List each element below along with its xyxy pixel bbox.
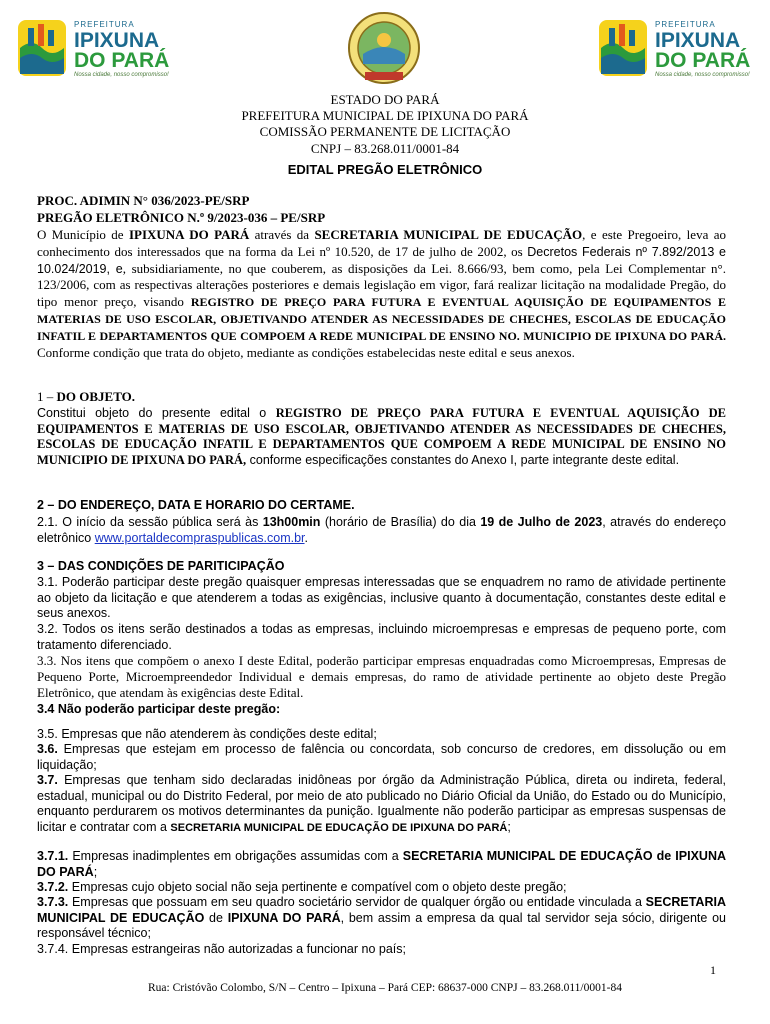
logo-ipixuna-text: IPIXUNA xyxy=(655,29,741,52)
clause-3-7: 3.7. Empresas que tenham sido declaradas inidôneas por órgão da Administração Pública, direta ou indireta, federal, estadual, municipal ou do Distrito Federal, por meio de ato publicado no Diário Oficial da União, do Estado ou do Município, enquanto perdurarem os motivos determinantes da punição. Igualmente não poderão participar as empresas suspensas de licitar e contratar com a SECRETARIA MUNICIPAL DE EDUCAÇÃO DE IPIXUNA DO PARÁ; xyxy=(37,773,726,834)
pregao-number: PREGÃO ELETRÔNICO N.º 9/2023-036 – PE/SRP xyxy=(37,210,326,225)
logo-dopara-text: DO PARÁ xyxy=(655,49,751,72)
page-footer: Rua: Cristóvão Colombo, S/N – Centro – Ipixuna – Pará CEP: 68637-000 CNPJ – 83.268.011/0001-84 xyxy=(148,982,622,994)
logo-dopara-text: DO PARÁ xyxy=(74,49,170,72)
portal-link[interactable]: www.portaldecompraspublicas.com.br xyxy=(94,530,305,545)
header-prefeitura: PREFEITURA MUNICIPAL DE IPIXUNA DO PARÁ xyxy=(241,108,529,123)
logo-ipixuna-text: IPIXUNA xyxy=(74,29,160,52)
proc-number: PROC. ADIMIN N° 036/2023-PE/SRP xyxy=(37,193,250,208)
logo-prefeitura-text: PREFEITURA xyxy=(74,20,135,29)
logo-prefeitura-text: PREFEITURA xyxy=(655,20,716,29)
clause-3-1: 3.1. Poderão participar deste pregão quaisquer empresas interessadas que se enquadrem no ramo de atividade pertinente ao objeto da licitação e que atenderem a todas as exigências, inclusive quanto à documentação, constantes deste edital e seus anexos. xyxy=(37,575,726,620)
section-3-heading: 3 – DAS CONDIÇÕES DE PARITICIPAÇÃO xyxy=(37,559,285,573)
section-1-heading: 1 – DO OBJETO. xyxy=(37,389,136,404)
logo-tagline: Nossa cidade, nosso compromisso! xyxy=(655,72,750,78)
header-state: ESTADO DO PARÁ xyxy=(330,92,440,107)
clause-3-7-2: 3.7.2. Empresas cujo objeto social não seja pertinente e compatível com o objeto deste pregão; xyxy=(37,880,567,894)
section-2-paragraph: 2.1. O início da sessão pública será às 13h00min (horário de Brasília) do dia 19 de Julho de 2023, através do endereço eletrônico www.portaldecompraspublicas.com.br. xyxy=(37,515,726,545)
clause-3-2: 3.2. Todos os itens serão destinados a todas as empresas, incluindo microempresas e empresas de pequeno porte, com tratamento diferenciado. xyxy=(37,622,726,652)
municipal-seal-icon xyxy=(345,10,423,88)
logo-tagline: Nossa cidade, nosso compromisso! xyxy=(74,72,169,78)
intro-paragraph: O Município de IPIXUNA DO PARÁ através da SECRETARIA MUNICIPAL DE EDUCAÇÃO, e este Pregoeiro, leva ao conhecimento dos interessados que na forma da Lei nº 10.520, de 17 de julho de 2002, os Decretos Federais nº 7.892/2013 e 10.024/2019, e, subsidiariamente, no que couberem, as disposições da Lei. 8.666/93, bem como, pela Lei Complementar n°. 123/2006, com as respectivas alterações posteriores e demais legislação em vigor, fará realizar licitação na modalidade Pregão, do tipo menor preço, visando REGISTRO DE PREÇO PARA FUTURA E EVENTUAL AQUISIÇÃO DE EQUIPAMENTOS E MATERIAS DE USO ESCOLAR, OBJETIVANDO ATENDER AS NECESSIDADES DE CHECHES, ESCOLAS DE EDUCAÇÃO INFATIL E DEPARTAMENTOS QUE COMPOEM A REDE MUNICIPAL DE ENSINO NO. MUNICIPIO DE IPIXUNA DO PARÁ. Conforme condição que trata do objeto, mediante as condições estabelecidas neste edital e seus anexos. xyxy=(37,227,727,360)
section-1-paragraph: Constitui objeto do presente edital o REGISTRO DE PREÇO PARA FUTURA E EVENTUAL AQUISIÇÃO DE EQUIPAMENTOS E MATERIAS DE USO ESCOLAR, OBJETIVANDO ATENDER AS NECESSIDADES DE CHECHES, ESCOLAS DE EDUCAÇÃO INFATIL E DEPARTAMENTOS QUE COMPOEM A REDE MUNICIPAL DE ENSINO NO MUNICIPIO DE IPIXUNA DO PARÁ, conforme especificações constantes do Anexo I, parte integrante deste edital. xyxy=(37,406,726,467)
clause-3-6: 3.6. Empresas que estejam em processo de falência ou concordata, sob concurso de credores, em dissolução ou em liquidação; xyxy=(37,742,726,772)
clause-3-3: 3.3. Nos itens que compõem o anexo I deste Edital, poderão participar empresas enquadradas como Microempresas, Empresas de Pequeno Porte, Microempreendedor Individual e demais empresas, do ramo de atividade pertinente ao objeto deste Pregão Eletrônico, que atendam às exigências deste Edital. xyxy=(37,653,726,700)
clause-3-7-4: 3.7.4. Empresas estrangeiras não autorizadas a funcionar no país; xyxy=(37,942,406,956)
logo-mark-icon xyxy=(595,14,651,80)
clause-3-7-1: 3.7.1. Empresas inadimplentes em obrigações assumidas com a SECRETARIA MUNICIPAL DE EDUCAÇÃO de IPIXUNA DO PARÁ; xyxy=(37,849,726,879)
prefeitura-logo-right xyxy=(595,12,760,82)
header-commission: COMISSÃO PERMANENTE DE LICITAÇÃO xyxy=(259,124,511,139)
page-number: 1 xyxy=(710,963,716,977)
clause-3-7-3: 3.7.3. Empresas que possuam em seu quadro societário servidor de qualquer órgão ou entidade vinculada a SECRETARIA MUNICIPAL DE EDUCAÇÃO de IPIXUNA DO PARÁ, bem assim a empresa da qual tal servidor seja sócio, dirigente ou responsável técnico; xyxy=(37,895,726,940)
clause-3-5: 3.5. Empresas que não atenderem às condições deste edital; xyxy=(37,727,377,741)
clause-3-4: 3.4 Não poderão participar deste pregão: xyxy=(37,702,281,716)
header-cnpj: CNPJ – 83.268.011/0001-84 xyxy=(310,141,460,156)
edital-title: EDITAL PREGÃO ELETRÔNICO xyxy=(287,162,483,177)
prefeitura-logo-left xyxy=(14,12,179,82)
section-2-heading: 2 – DO ENDEREÇO, DATA E HORARIO DO CERTAME. xyxy=(37,498,355,512)
logo-mark-icon xyxy=(14,14,70,80)
